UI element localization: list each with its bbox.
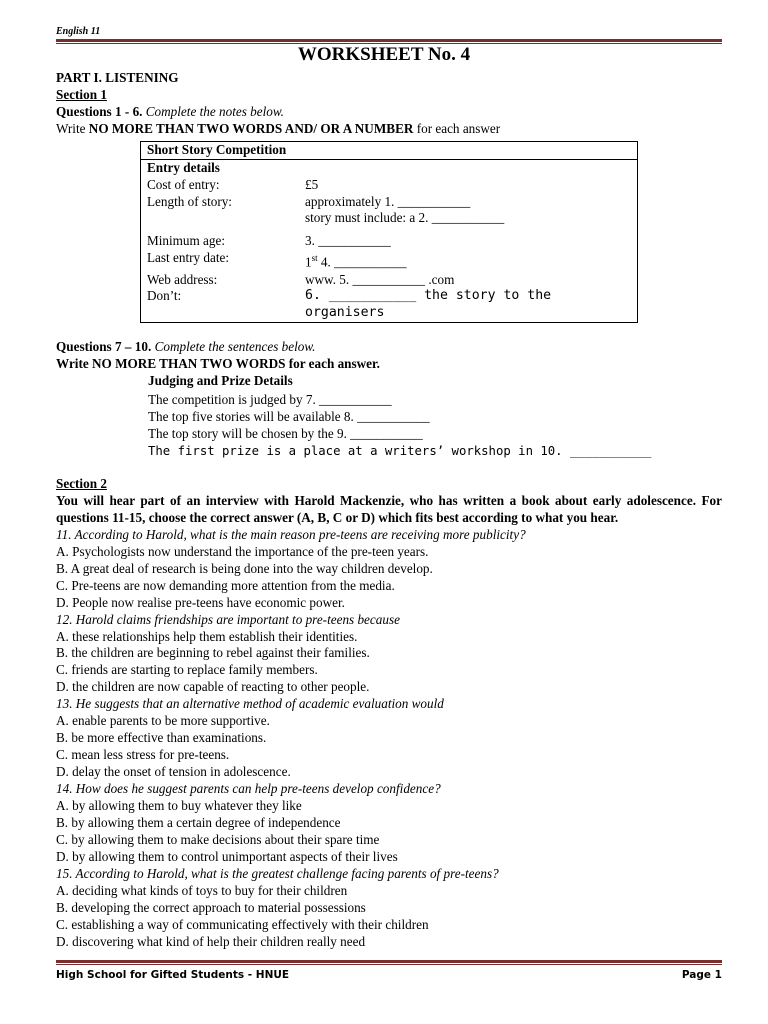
answer-option: D. the children are now capable of reacting to other people. (56, 679, 370, 695)
question-stem: 14. How does he suggest parents can help pre-teens develop confidence? (56, 781, 441, 797)
q7-10-label: Questions 7 – 10. (56, 339, 152, 355)
course-label: English 11 (56, 26, 101, 37)
answer-option: C. by allowing them to make decisions about their spare time (56, 831, 380, 847)
write-bold: NO MORE THAN TWO WORDS AND/ OR A NUMBER (88, 120, 414, 136)
notes-row (141, 177, 638, 194)
write-pre: Write (56, 120, 86, 136)
q7-10-instr: Complete the sentences below. (154, 339, 316, 355)
answer-option: C. friends are starting to replace family members. (56, 662, 318, 678)
answer-option: A. Psychologists now understand the importance of the pre-teen years. (56, 543, 429, 559)
notes-key: Last entry date: (141, 250, 300, 271)
answer-option: D. delay the onset of tension in adolescence. (56, 764, 291, 780)
sentence: The first prize is a place at a writers’ workshop in 10. ___________ (148, 443, 652, 458)
write-post: for each answer (416, 120, 501, 136)
sentence: The competition is judged by 7. ___________ (148, 392, 392, 408)
notes-value: £5 (299, 177, 638, 194)
answer-option: D. by allowing them to control unimportant aspects of their lives (56, 848, 398, 864)
notes-value: www. 5. ___________ .com (299, 272, 638, 289)
date-suffix: st (311, 253, 318, 264)
section2-intro: You will hear part of an interview with Harold Mackenzie, who has written a book about early adolescence. For questions 11-15, choose the correct answer (A, B, C or D) which fits best according to what you hear. (56, 492, 722, 525)
date-blank: 4. ___________ (317, 254, 407, 270)
q1-6-label: Questions 1 - 6. (56, 103, 143, 119)
notes-row (141, 210, 638, 233)
footer-school: High School for Gifted Students - HNUE (56, 969, 290, 981)
header-rule (56, 39, 722, 42)
footer-page-number: Page 1 (681, 969, 722, 981)
sentence: The top story will be chosen by the 9. ___________ (148, 426, 423, 442)
answer-option: B. A great deal of research is being done into the way children develop. (56, 560, 433, 576)
notes-table (140, 141, 638, 323)
notes-key: Don’t: (141, 288, 300, 322)
section1-heading: Section 1 (56, 86, 107, 102)
notes-value: approximately 1. ___________ (299, 194, 638, 211)
notes-row (141, 194, 638, 211)
answer-option: A. deciding what kinds of toys to buy for their children (56, 882, 348, 898)
answer-option: D. People now realise pre-teens have economic power. (56, 594, 345, 610)
answer-option: B. the children are beginning to rebel against their families. (56, 645, 370, 661)
notes-row (141, 272, 638, 289)
questions-1-6-instruction (56, 104, 722, 121)
notes-key: Minimum age: (141, 233, 300, 250)
footer-rule (56, 960, 722, 963)
date-number: 1 (305, 254, 312, 270)
notes-value: 6. ___________ the story to the organisers (299, 288, 638, 322)
questions-7-10-instruction (56, 339, 722, 356)
answer-option: C. Pre-teens are now demanding more attention from the media. (56, 577, 395, 593)
part-heading: PART I. LISTENING (56, 70, 179, 85)
notes-key: Web address: (141, 272, 300, 289)
notes-key: Length of story: (141, 194, 300, 211)
answer-option: C. mean less stress for pre-teens. (56, 747, 230, 763)
notes-row (141, 250, 638, 271)
notes-value: story must include: a 2. ___________ (299, 210, 638, 233)
q1-6-instr: Complete the notes below. (145, 103, 284, 119)
question-stem: 13. He suggests that an alternative method of academic evaluation would (56, 696, 444, 712)
question-stem: 12. Harold claims friendships are important to pre-teens because (56, 611, 400, 627)
answer-option: B. be more effective than examinations. (56, 730, 267, 746)
answer-option: A. these relationships help them establish their identities. (56, 628, 358, 644)
worksheet-body (56, 70, 722, 951)
answer-option: A. enable parents to be more supportive. (56, 713, 270, 729)
notes-row (141, 288, 638, 322)
notes-key (141, 210, 300, 233)
question-stem: 15. According to Harold, what is the greatest challenge facing parents of pre-teens? (56, 865, 499, 881)
notes-title: Short Story Competition (141, 141, 638, 159)
word-limit-instruction (56, 121, 722, 138)
answer-option: B. developing the correct approach to material possessions (56, 899, 366, 915)
sentence: The top five stories will be available 8. ___________ (148, 409, 430, 425)
notes-key: Cost of entry: (141, 177, 300, 194)
notes-value: 3. ___________ (299, 233, 638, 250)
notes-value (299, 250, 638, 271)
notes-row (141, 233, 638, 250)
answer-option: D. discovering what kind of help their children really need (56, 933, 366, 949)
footer-rule-thin (56, 964, 722, 965)
notes-subtitle: Entry details (141, 159, 638, 176)
worksheet-title: WORKSHEET No. 4 (297, 44, 471, 65)
section2-heading: Section 2 (56, 475, 107, 491)
question-stem: 11. According to Harold, what is the main reason pre-teens are receiving more publicity? (56, 526, 526, 542)
judging-heading: Judging and Prize Details (148, 373, 293, 389)
q7-10-word-limit: Write NO MORE THAN TWO WORDS for each answer. (56, 356, 380, 372)
answer-option: B. by allowing them a certain degree of independence (56, 815, 341, 830)
answer-option: C. establishing a way of communicating effectively with their children (56, 916, 429, 932)
answer-option: A. by allowing them to buy whatever they like (56, 798, 302, 814)
